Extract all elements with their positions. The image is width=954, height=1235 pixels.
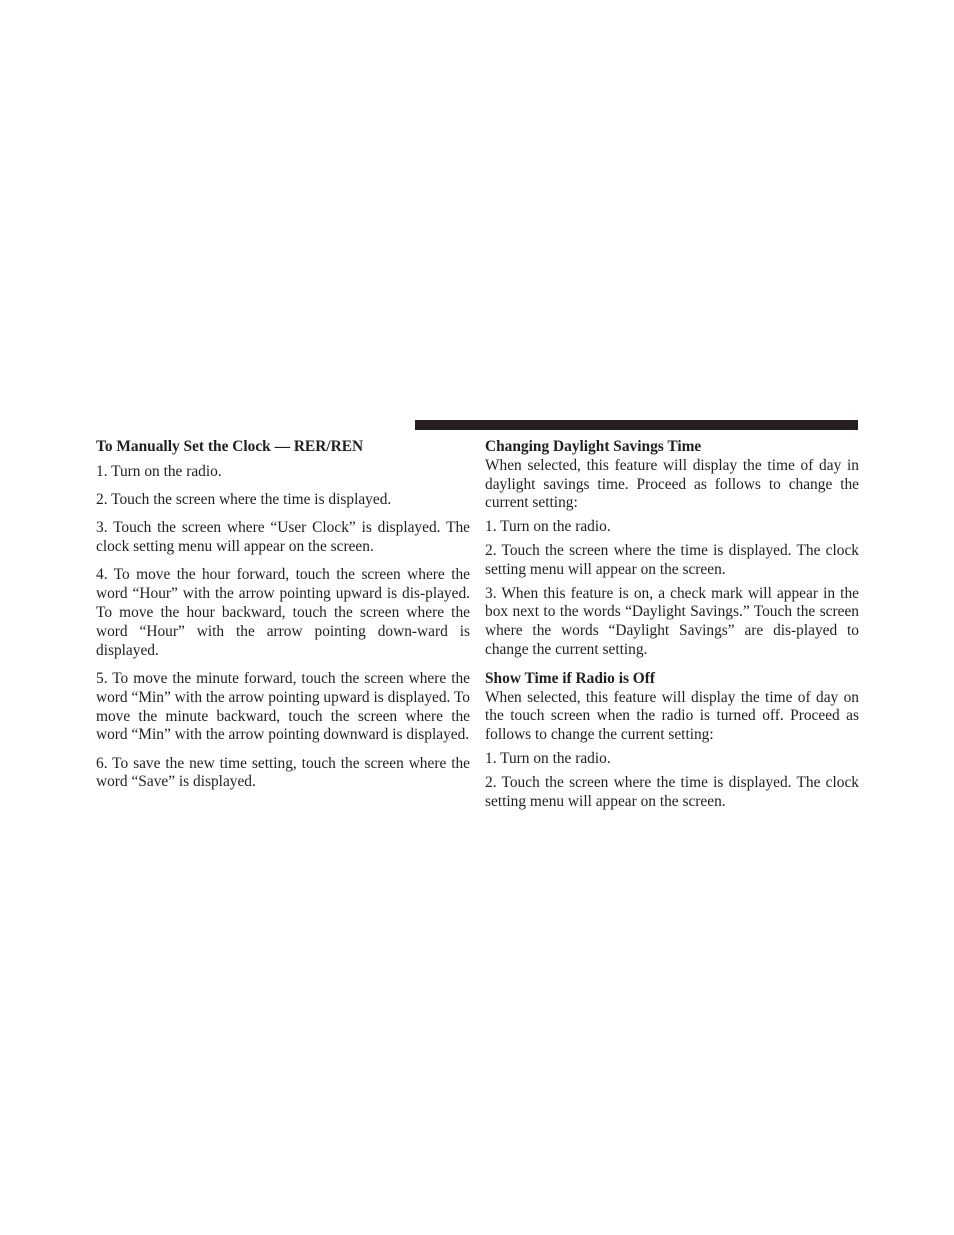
section-header-bar — [415, 420, 858, 430]
daylight-savings-intro: When selected, this feature will display the time of day in daylight savings time. Proceed as follows to change the current setting: — [485, 456, 859, 512]
manual-clock-step-6: 6. To save the new time setting, touch the screen where the word “Save” is displayed. — [96, 754, 470, 791]
right-column — [485, 438, 859, 816]
daylight-savings-heading: Changing Daylight Savings Time — [485, 438, 702, 455]
manual-clock-heading: To Manually Set the Clock — RER/REN — [96, 438, 364, 455]
manual-clock-step-5: 5. To move the minute forward, touch the screen where the word “Min” with the arrow pointing upward is displayed. To move the minute backward, touch the screen where the word “Min” with the arrow pointing downward is displayed. — [96, 669, 470, 744]
show-time-step-2: 2. Touch the screen where the time is displayed. The clock setting menu will appear on the screen. — [485, 773, 859, 810]
manual-clock-step-4: 4. To move the hour forward, touch the screen where the word “Hour” with the arrow pointing upward is dis-played. To move the hour backward, touch the screen where the word “Hour” with the arrow pointing down-ward is displayed. — [96, 566, 470, 659]
daylight-savings-step-2: 2. Touch the screen where the time is displayed. The clock setting menu will appear on the screen. — [485, 541, 859, 578]
daylight-savings-step-1: 1. Turn on the radio. — [485, 518, 611, 536]
manual-clock-step-1: 1. Turn on the radio. — [96, 462, 222, 480]
daylight-savings-step-3: 3. When this feature is on, a check mark will appear in the box next to the words “Daylight Savings.” Touch the screen where the words “Daylight Savings” are dis-played to change the current setting. — [485, 584, 859, 658]
show-time-step-1: 1. Turn on the radio. — [485, 749, 611, 767]
show-time-heading: Show Time if Radio is Off — [485, 669, 656, 687]
manual-clock-step-2: 2. Touch the screen where the time is displayed. — [96, 491, 392, 509]
manual-clock-step-3: 3. Touch the screen where “User Clock” is displayed. The clock setting menu will appear on the screen. — [96, 519, 470, 556]
left-column — [96, 438, 470, 802]
show-time-intro: When selected, this feature will display the time of day on the touch screen when the radio is turned off. Proceed as follows to change the current setting: — [485, 688, 859, 744]
